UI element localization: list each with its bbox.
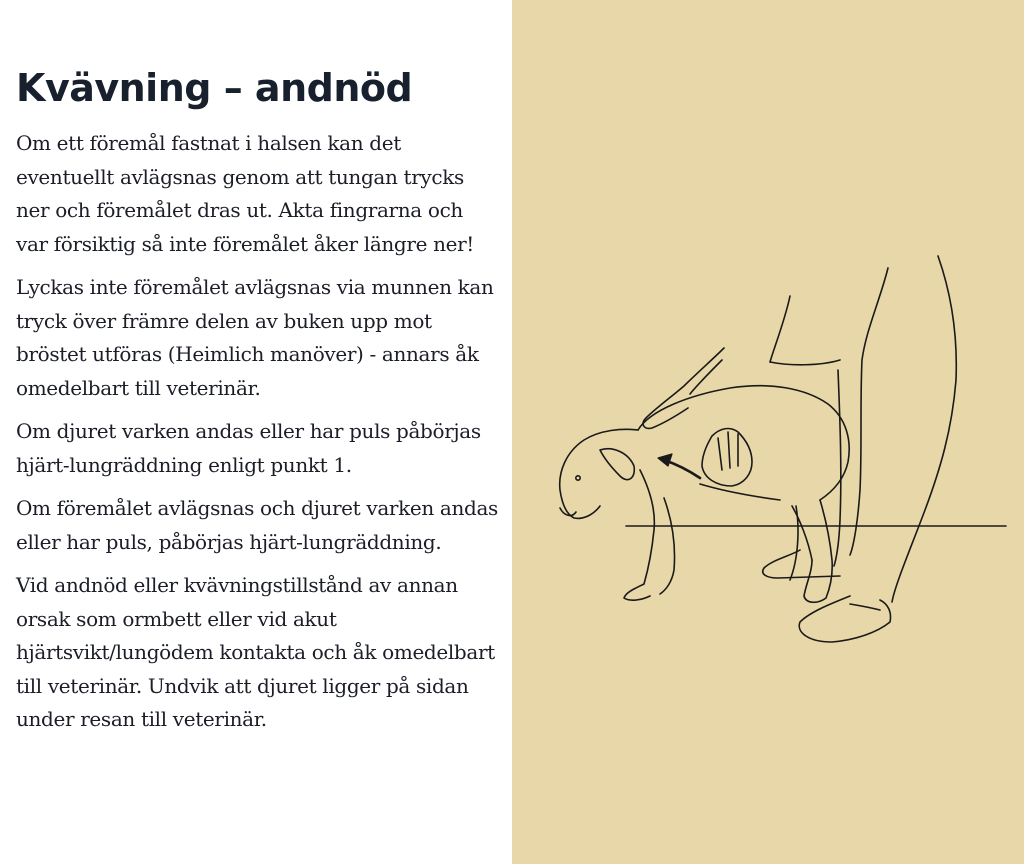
paragraph-foreign-object: Om ett föremål fastnat i halsen kan det eventuellt avlägsnas genom att tungan trycks ner och föremålet dras ut. Akta fingrarna och var försiktig så inte föremålet åker längre ner! — [16, 131, 474, 256]
page-title: Kvävning – andnöd — [16, 66, 413, 110]
dog — [560, 386, 849, 603]
person-legs — [763, 256, 957, 642]
paragraph-no-breathing: Om djuret varken andas eller har puls påbörjas hjärt-lungräddning enligt punkt 1. — [16, 419, 481, 477]
paragraph-heimlich: Lyckas inte föremålet avlägsnas via munnen kan tryck över främre delen av buken upp mot bröstet utföras (Heimlich manöver) - annars åk omedelbart till veterinär. — [16, 275, 494, 400]
paragraph-other-causes: Vid andnöd eller kvävningstillstånd av annan orsak som ormbett eller vid akut hjärtsvikt/lungödem kontakta och åk omedelbart till veterinär. Undvik att djuret ligger på sidan under resan till veterinär. — [16, 573, 495, 731]
person-arms — [643, 348, 840, 486]
heimlich-dog-illustration — [512, 0, 1024, 864]
illustration-panel — [512, 0, 1024, 864]
paragraph-object-removed: Om föremålet avlägsnas och djuret varken andas eller har puls, påbörjas hjärt-lungräddning. — [16, 496, 498, 554]
article-text — [16, 62, 500, 747]
direction-arrow — [658, 454, 700, 478]
